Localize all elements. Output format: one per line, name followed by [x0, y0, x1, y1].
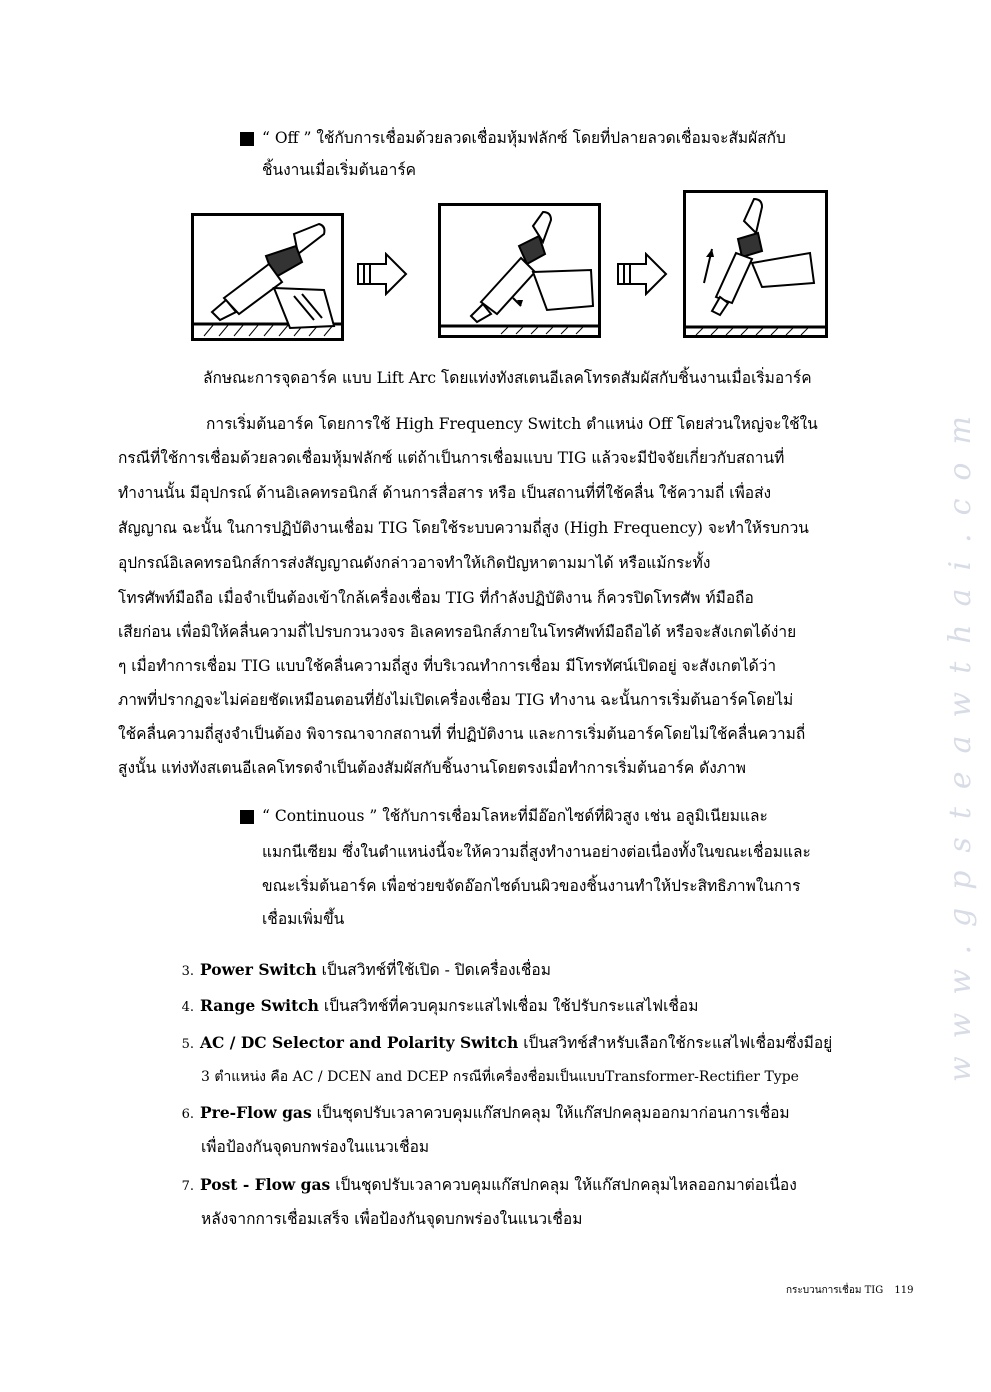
- off-bullet-line1: [240, 128, 786, 148]
- item-number: 7.: [181, 1179, 194, 1194]
- item-number: 3.: [181, 964, 194, 979]
- watermark-text: www.gpsteawthai.com: [943, 398, 978, 1082]
- continuous-bullet-line1: [240, 806, 768, 826]
- item-number: 4.: [181, 1000, 194, 1015]
- continuous-bullet-text: “ Continuous ” ใช้กับการเชื่อมโลหะที่มีอ๊อกไซด์ที่ผิวสูง เช่น อลูมิเนียมและ: [262, 807, 768, 825]
- figure-caption: ลักษณะการจุดอาร์ค แบบ Lift Arc โดยแท่งทังสเตนอีเลคโทรดสัมผัสกับชิ้นงานเมื่อเริ่มอาร์ค: [203, 369, 812, 387]
- paragraph-line-10: ใช้คลื่นความถี่สูงจำเป็นต้อง พิจารณาจากสถานที่ ที่ปฏิบัติงาน และการเริ่มต้นอาร์คโดยไม่ใช้คลื่นความถี่: [118, 725, 806, 743]
- torch-touching-icon: [194, 216, 341, 338]
- item-number: 5.: [181, 1037, 194, 1052]
- paragraph-line-9: ภาพที่ปรากฏจะไม่ค่อยชัดเหมือนตอนที่ยังไม่เปิดเครื่องเชื่อม TIG ทำงาน ฉะนั้นการเริ่มต้นอาร์คโดยไม่: [118, 691, 794, 709]
- numbered-item-5: [172, 1033, 832, 1055]
- numbered-item-3: [172, 960, 551, 982]
- item-description: เป็นสวิทช์ที่ควบคุมกระแสไฟเชื่อม ใช้ปรับกระแสไฟเชื่อม: [318, 997, 699, 1015]
- item-description: เป็นสวิทช์สำหรับเลือกใช้กระแสไฟเชื่อมซึ่งมีอยู่: [518, 1034, 833, 1052]
- torch-raised-arc-icon: [686, 193, 825, 335]
- paragraph-line-2: กรณีที่ใช้การเชื่อมด้วยลวดเชื่อมหุ้มฟลักซ์ แต่ถ้าเป็นการเชื่อมแบบ TIG แล้วจะมีปัจจัยเกี่ยวกับสถานที่: [118, 449, 785, 467]
- right-arrow-icon-2: [616, 252, 668, 296]
- off-bullet-text: “ Off ” ใช้กับการเชื่อมด้วยลวดเชื่อมหุ้มฟลักซ์ โดยที่ปลายลวดเชื่อมจะสัมผัสกับ: [262, 129, 786, 147]
- off-bullet-line2: ชิ้นงานเมื่อเริ่มต้นอาร์ค: [262, 161, 417, 179]
- continuous-bullet-line4: เชื่อมเพิ่มขึ้น: [262, 910, 345, 928]
- numbered-item-7: [172, 1175, 797, 1197]
- figure-panel-3: [683, 190, 828, 338]
- item-term: Pre-Flow gas: [200, 1103, 312, 1122]
- item-term: Range Switch: [200, 996, 319, 1015]
- numbered-item-4: [172, 996, 698, 1018]
- right-arrow-icon-1: [356, 252, 408, 296]
- paragraph-line-6: โทรศัพท์มือถือ เมื่อจำเป็นต้องเข้าใกล้เครื่องเชื่อม TIG ที่กำลังปฏิบัติงาน ก็ควรปิดโทรศัพ ท์มือถือ: [118, 589, 754, 607]
- square-bullet-icon: [240, 810, 254, 824]
- continuous-bullet-line3: ขณะเริ่มต้นอาร์ค เพื่อช่วยขจัดอ๊อกไซด์บนผิวของชิ้นงานทำให้ประสิทธิภาพในการ: [262, 877, 801, 895]
- continuous-bullet-line2: แมกนีเซียม ซึ่งในตำแหน่งนี้จะให้ความถี่สูงทำงานอย่างต่อเนื่องทั้งในขณะเชื่อมและ: [262, 843, 811, 861]
- square-bullet-icon: [240, 132, 254, 146]
- figure-panel-2: [438, 203, 601, 338]
- figure-panel-1: [191, 213, 344, 341]
- numbered-item-6: [172, 1103, 790, 1125]
- footer-title: กระบวนการเชื่อม TIG: [786, 1285, 884, 1296]
- item-description: เป็นสวิทช์ที่ใช้เปิด - ปิดเครื่องเชื่อม: [316, 961, 551, 979]
- item-description: เป็นชุดปรับเวลาควบคุมแก๊สปกคลุม ให้แก๊สปกคลุมออกมาก่อนการเชื่อม: [311, 1104, 790, 1122]
- paragraph-line-5: อุปกรณ์อิเลคทรอนิกส์การส่งสัญญาณดังกล่าวอาจทำให้เกิดปัญหาตามมาได้ หรือแม้กระทั้ง: [118, 554, 711, 572]
- page-number: 119: [894, 1285, 914, 1296]
- paragraph-line-8: ๆ เมื่อทำการเชื่อม TIG แบบใช้คลื่นความถี่สูง ที่บริเวณทำการเชื่อม มีโทรทัศน์เปิดอยู่ จะสังเกตได้ว่า: [118, 657, 777, 675]
- paragraph-line-4: สัญญาณ ฉะนั้น ในการปฏิบัติงานเชื่อม TIG โดยใช้ระบบความถี่สูง (High Frequency) จะทำให้รบกวน: [118, 519, 809, 537]
- paragraph-line-11: สูงนั้น แท่งทังสเตนอีเลคโทรดจำเป็นต้องสัมผัสกับชิ้นงานโดยตรงเมื่อทำการเริ่มต้นอาร์ค ดังภาพ: [118, 759, 746, 777]
- item-number: 6.: [181, 1107, 194, 1122]
- numbered-item-5-cont: 3 ตำแหน่ง คือ AC / DCEN and DCEP กรณีที่เครื่องชื่อมเป็นแบบTransformer-Rectifier Type: [201, 1069, 799, 1085]
- item-term: Post - Flow gas: [200, 1175, 331, 1194]
- item-description: เป็นชุดปรับเวลาควบคุมแก๊สปกคลุม ให้แก๊สปกคลุมไหลออกมาต่อเนื่อง: [330, 1176, 797, 1194]
- torch-lifting-icon: [441, 206, 598, 335]
- numbered-item-6-cont: เพื่อป้องกันจุดบกพร่องในแนวเชื่อม: [201, 1138, 430, 1156]
- item-term: AC / DC Selector and Polarity Switch: [200, 1033, 519, 1052]
- paragraph-line-1: การเริ่มต้นอาร์ค โดยการใช้ High Frequency Switch ตำแหน่ง Off โดยส่วนใหญ่จะใช้ใน: [206, 415, 818, 433]
- numbered-item-7-cont: หลังจากการเชื่อมเสร็จ เพื่อป้องกันจุดบกพร่องในแนวเชื่อม: [201, 1210, 583, 1228]
- item-term: Power Switch: [200, 960, 317, 979]
- paragraph-line-7: เสียก่อน เพื่อมิให้คลื่นความถี่ไปรบกวนวงจร อิเลคทรอนิกส์ภายในโทรศัพท์มือถือได้ หรือจะสังเกตได้ง่าย: [118, 623, 797, 641]
- paragraph-line-3: ทำงานนั้น มีอุปกรณ์ ด้านอิเลคทรอนิกส์ ด้านการสื่อสาร หรือ เป็นสถานที่ที่ใช้คลื่น ใช้ความถี่ เพื่อส่ง: [118, 484, 772, 502]
- footer: [786, 1283, 914, 1298]
